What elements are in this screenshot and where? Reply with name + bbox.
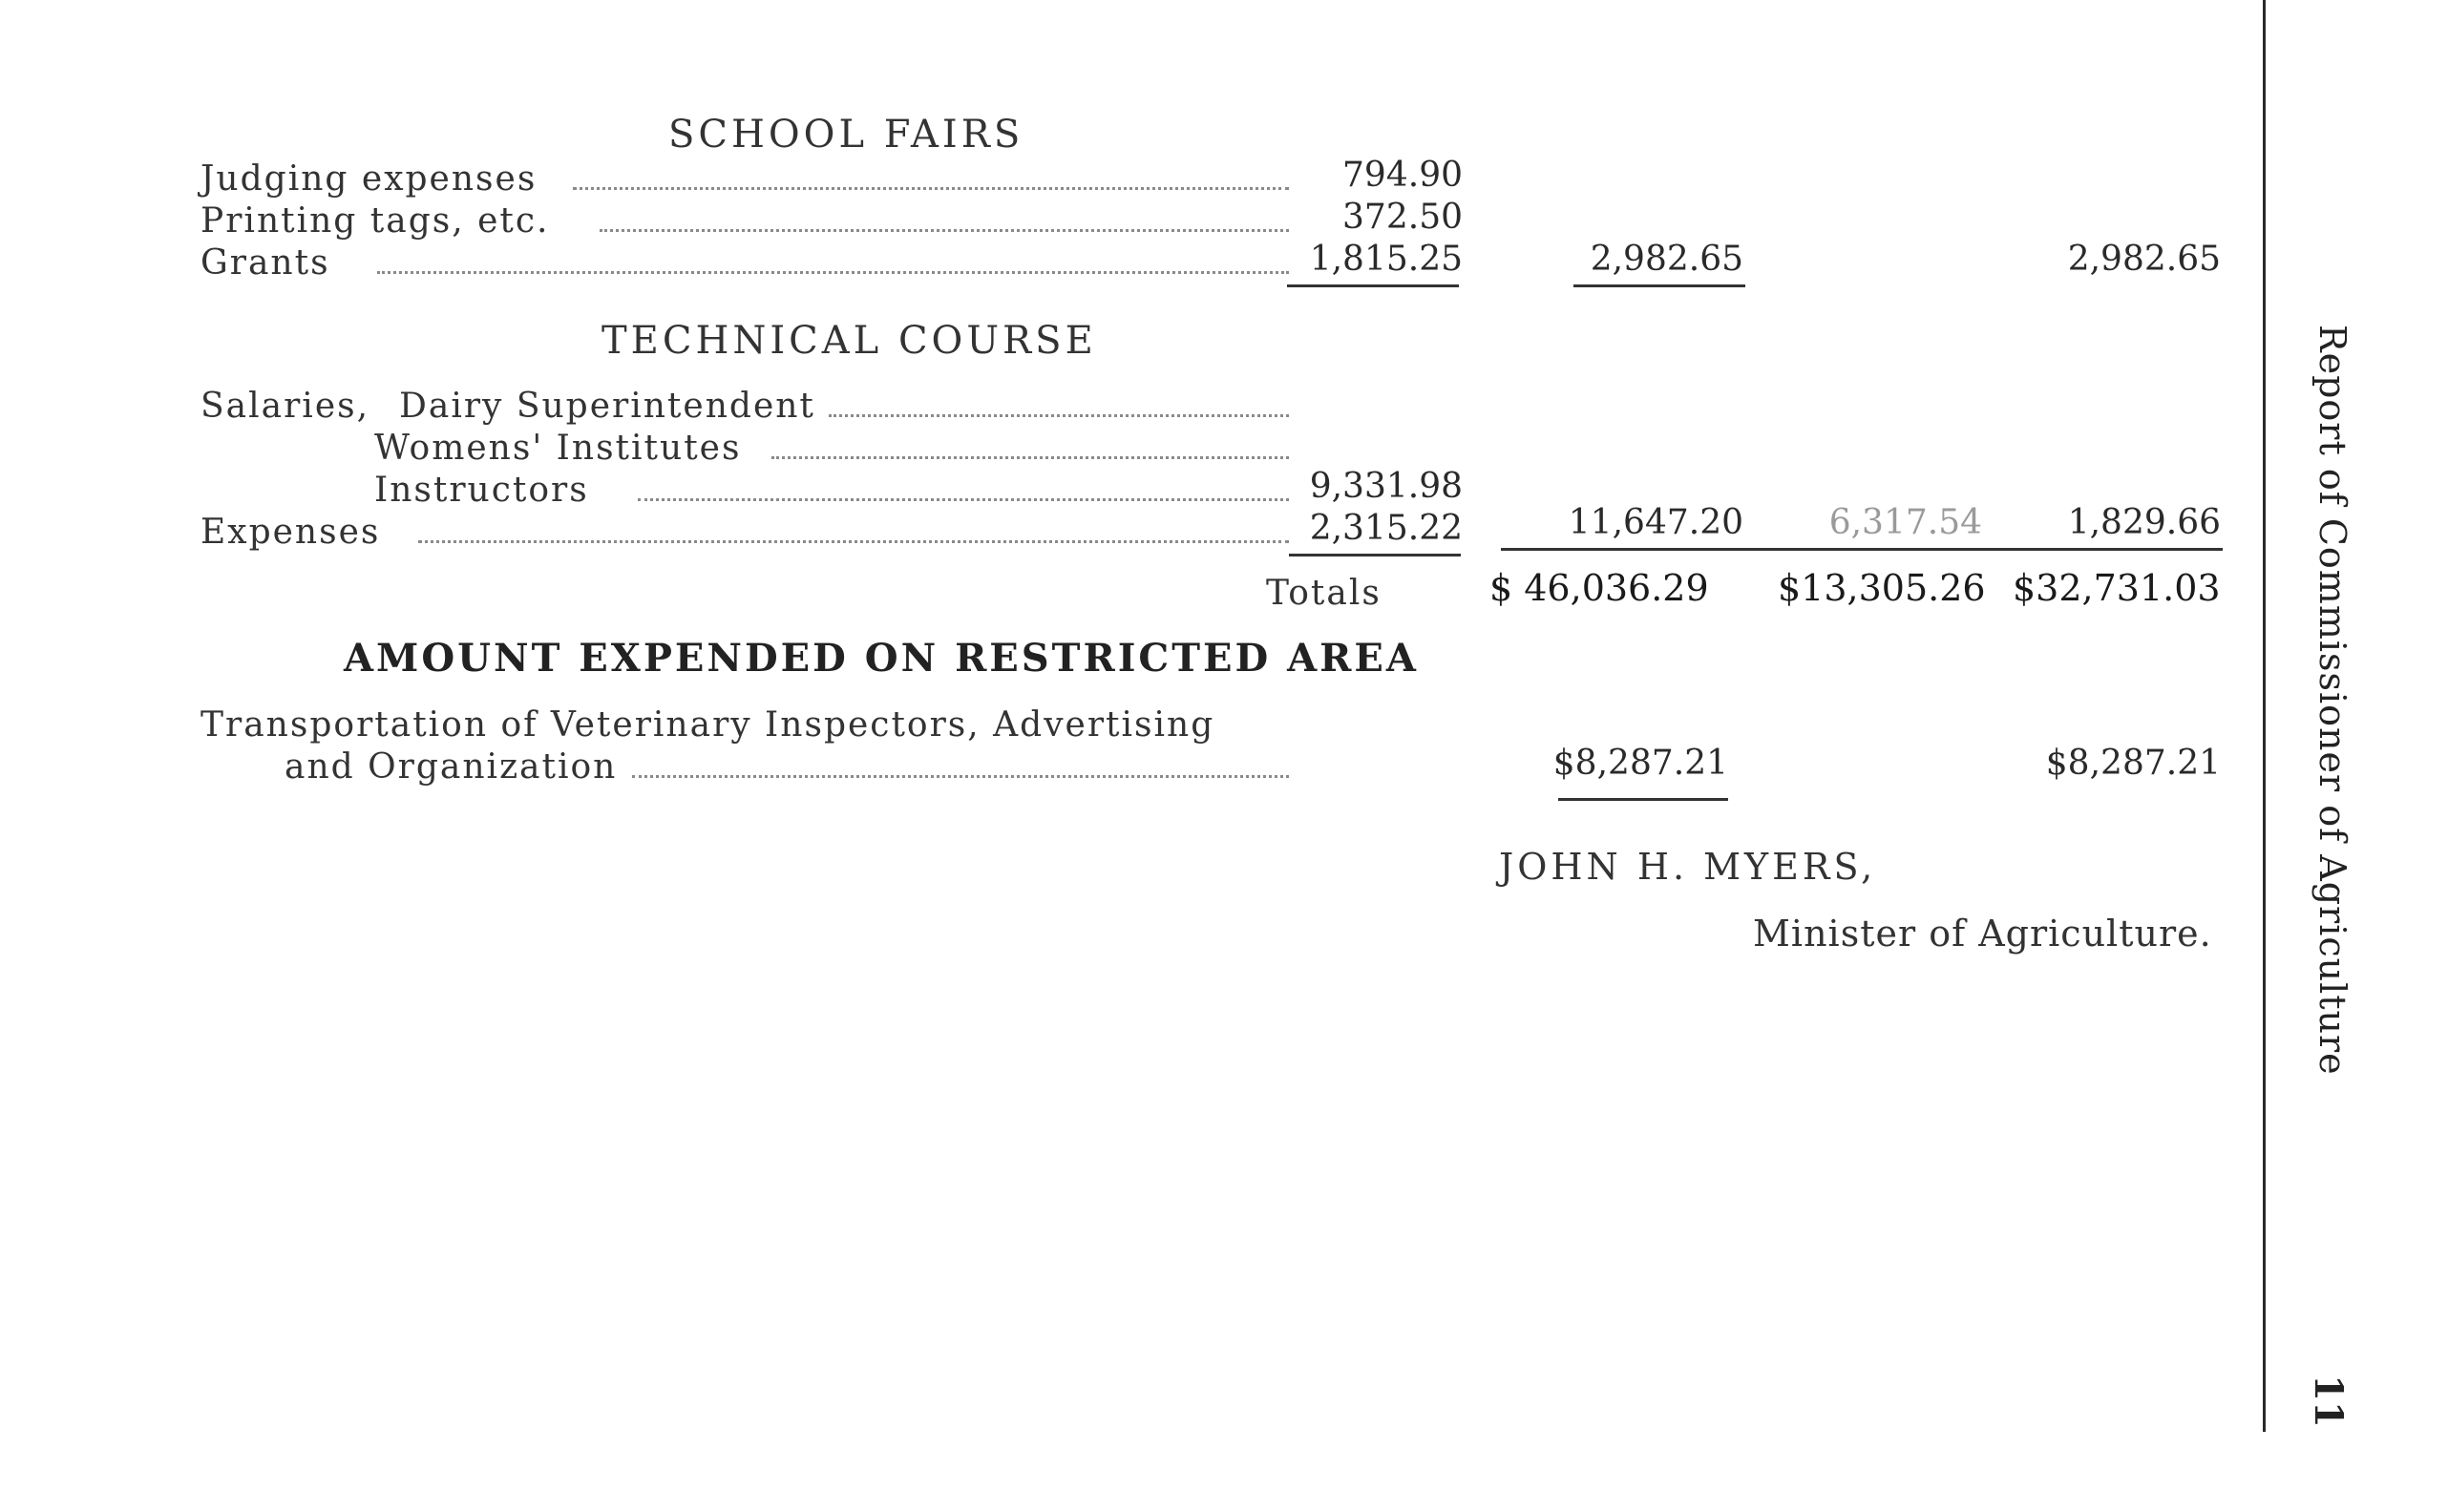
printing-tags-label: Printing tags, etc.: [200, 201, 550, 241]
womens-institutes-label: Womens' Institutes: [374, 429, 742, 468]
judging-expenses-label: Judging expenses: [200, 159, 538, 199]
dairy-superintendent-label: Dairy Superintendent: [399, 387, 815, 426]
grants-label: Grants: [200, 243, 330, 283]
totals-net: $32,731.03: [2013, 567, 2221, 609]
total-rule: [1573, 284, 1745, 287]
technical-course-total: 11,647.20: [1568, 503, 1743, 542]
total-rule: [1558, 798, 1728, 801]
leader-dots: [600, 229, 1289, 232]
restricted-area-total: $8,287.21: [1552, 744, 1728, 783]
organization-label: and Organization: [285, 747, 618, 787]
subtotal-rule: [1287, 284, 1459, 287]
transportation-label: Transportation of Veterinary Inspectors, Advertising: [200, 705, 1215, 745]
totals-total: $ 46,036.29: [1489, 567, 1709, 609]
expenses-amount: 2,315.22: [1309, 509, 1463, 548]
salaries-label: Salaries,: [200, 387, 370, 426]
totals-receipts: $13,305.26: [1778, 567, 1986, 609]
subtotal-rule: [1289, 554, 1461, 556]
totals-label: Totals: [1266, 574, 1382, 613]
restricted-area-net: $8,287.21: [2045, 744, 2221, 783]
leader-dots: [573, 187, 1289, 190]
leader-dots: [771, 456, 1289, 459]
leader-dots: [418, 540, 1289, 543]
leader-dots: [829, 414, 1289, 417]
instructors-label: Instructors: [374, 471, 589, 510]
technical-course-receipts: 6,317.54: [1828, 503, 1982, 542]
technical-course-net: 1,829.66: [2067, 503, 2221, 542]
technical-course-heading: TECHNICAL COURSE: [601, 319, 1097, 363]
grants-amount: 1,815.25: [1309, 240, 1463, 279]
school-fairs-heading: SCHOOL FAIRS: [668, 113, 1024, 157]
judging-expenses-amount: 794.90: [1342, 156, 1463, 195]
signature-name: JOHN H. MYERS,: [1499, 846, 1877, 888]
leader-dots: [377, 271, 1289, 274]
running-title: Report of Commissioner of Agriculture: [2311, 325, 2353, 1076]
leader-dots: [632, 775, 1289, 778]
printing-tags-amount: 372.50: [1342, 198, 1463, 237]
school-fairs-net: 2,982.65: [2067, 240, 2221, 279]
page-number: 11: [2306, 1375, 2351, 1428]
leader-dots: [638, 498, 1289, 501]
instructors-amount: 9,331.98: [1309, 467, 1463, 506]
margin-rule: [2263, 0, 2266, 1432]
restricted-area-heading: AMOUNT EXPENDED ON RESTRICTED AREA: [344, 636, 1419, 681]
expenses-label: Expenses: [200, 513, 381, 552]
school-fairs-total: 2,982.65: [1590, 240, 1743, 279]
totals-rule: [1501, 548, 2223, 551]
signature-title: Minister of Agriculture.: [1753, 913, 2212, 955]
